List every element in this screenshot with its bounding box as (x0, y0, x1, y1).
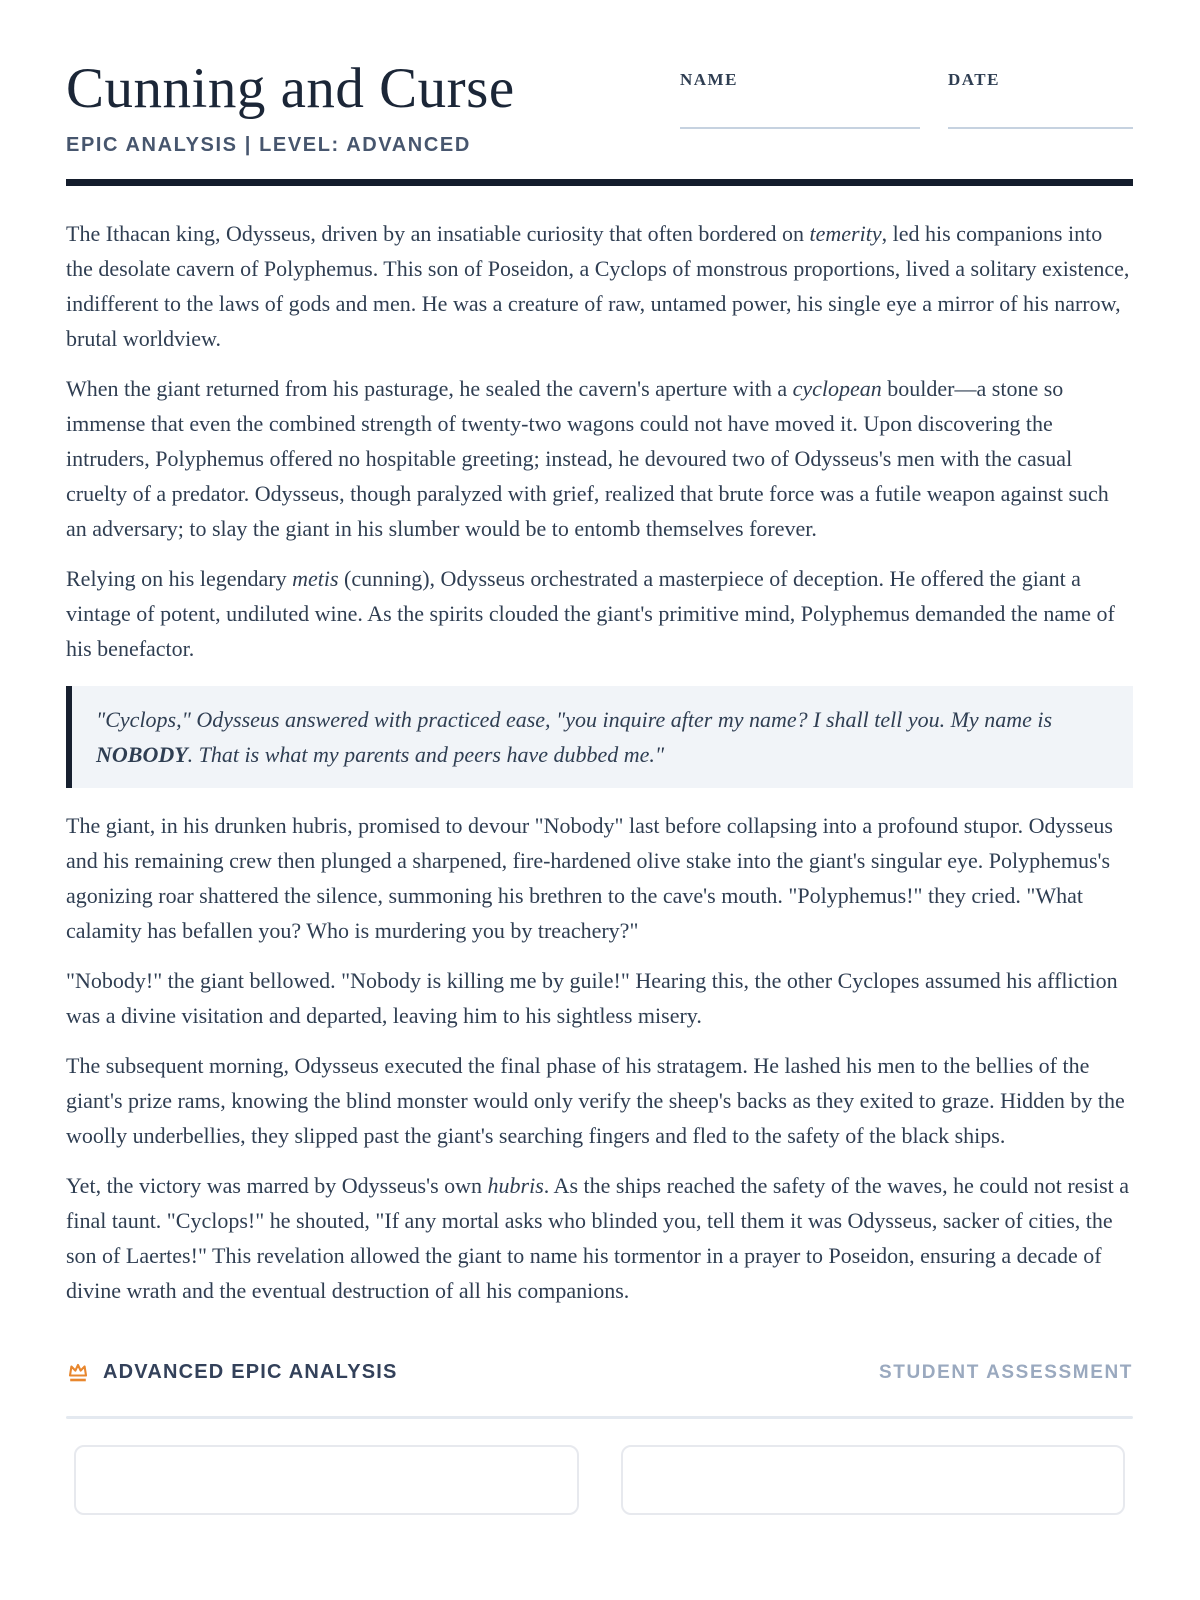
passage-paragraph (66, 1048, 1133, 1153)
text-segment: . That is what my parents and peers have dubbed me." (187, 741, 665, 767)
text-segment: hubris (487, 1172, 544, 1198)
name-field (680, 70, 920, 129)
answer-boxes (74, 1445, 1125, 1515)
text-segment: The subsequent morning, Odysseus executed the final phase of his stratagem. He lashed his men to the bellies of the giant's prize rams, knowing the blind monster would only verify the sheep's backs as they exited to graze. Hidden by the woolly underbellies, they slipped past the giant's searching fingers and fled to the safety of the black ships. (66, 1052, 1125, 1148)
passage-paragraph (66, 963, 1133, 1033)
name-input-line[interactable] (680, 127, 920, 129)
text-segment: "Nobody!" the giant bellowed. "Nobody is killing me by guile!" Hearing this, the other Cyclopes assumed his affliction was a divine visitation and departed, leaving him to his sightless misery. (66, 967, 1118, 1028)
passage-paragraph (66, 561, 1133, 666)
text-segment: , led his companions into the desolate cavern of Polyphemus. This son of Poseidon, a Cyclops of monstrous proportions, lived a solitary existence, indifferent to the laws of gods and men. He was a creature of raw, untamed power, his single eye a mirror of his narrow, brutal worldview. (66, 220, 1130, 351)
text-segment: . As the ships reached the safety of the waves, he could not resist a final taunt. "Cyclops!" he shouted, "If any mortal asks who blinded you, tell them it was Odysseus, sacker of cities, the son of Laertes!" This revelation allowed the giant to name his tormentor in a prayer to Poseidon, ensuring a decade of divine wrath and the eventual destruction of all his companions. (66, 1172, 1130, 1303)
student-fields (680, 58, 1133, 129)
text-segment: Relying on his legendary (66, 565, 293, 591)
passage-paragraph (66, 808, 1133, 948)
title-block (66, 58, 515, 157)
worksheet-header (66, 58, 1133, 157)
header-rule (66, 179, 1133, 186)
passage-paragraph (66, 371, 1133, 546)
answer-box[interactable] (74, 1445, 579, 1515)
page-subtitle: EPIC ANALYSIS | LEVEL: ADVANCED (66, 133, 471, 156)
dialogue-quote (66, 686, 1133, 788)
footer-left-label: ADVANCED EPIC ANALYSIS (103, 1361, 398, 1384)
text-segment: metis (292, 565, 339, 591)
text-segment: The giant, in his drunken hubris, promised to devour "Nobody" last before collapsing into a profound stupor. Odysseus and his remaining crew then plunged a sharpened, fire-hardened olive stake into the giant's singular eye. Polyphemus's agonizing roar shattered the silence, summoning his brethren to the cave's mouth. "Polyphemus!" they cried. "What calamity has befallen you? Who is murdering you by treachery?" (66, 812, 1113, 943)
text-segment: cyclopean (792, 375, 882, 401)
text-segment: temerity (809, 220, 882, 246)
passage-paragraph (66, 1168, 1133, 1308)
page-title: Cunning and Curse (66, 57, 515, 120)
crown-icon (66, 1360, 90, 1386)
text-segment: When the giant returned from his pasturage, he sealed the cavern's aperture with a (66, 375, 793, 401)
text-segment: boulder—a stone so immense that even the combined strength of twenty-two wagons could not have moved it. Upon discovering the intruders, Polyphemus offered no hospitable greeting; instead, he devoured two of Odysseus's men with the casual cruelty of a predator. Odysseus, though paralyzed with grief, realized that brute force was a futile weapon against such an adversary; to slay the giant in his slumber would be to entomb themselves forever. (66, 375, 1109, 541)
name-label: NAME (680, 70, 738, 89)
text-segment: "Cyclops," Odysseus answered with practiced ease, "you inquire after my name? I shall tell you. My name is (96, 706, 1053, 732)
date-label: DATE (948, 70, 1000, 89)
footer-divider (66, 1416, 1133, 1419)
answer-box[interactable] (621, 1445, 1126, 1515)
text-segment: (cunning), Odysseus orchestrated a masterpiece of deception. He offered the giant a vintage of potent, undiluted wine. As the spirits clouded the giant's primitive mind, Polyphemus demanded the name of his benefactor. (66, 565, 1115, 661)
footer-right-label: STUDENT ASSESSMENT (878, 1361, 1133, 1383)
text-segment: The Ithacan king, Odysseus, driven by an insatiable curiosity that often bordered on (66, 220, 810, 246)
text-segment: NOBODY (96, 741, 188, 767)
footer-brand (66, 1360, 398, 1386)
worksheet-footer (66, 1360, 1133, 1386)
date-input-line[interactable] (948, 127, 1133, 129)
date-field (948, 70, 1133, 129)
text-segment: Yet, the victory was marred by Odysseus's own (66, 1172, 488, 1198)
passage-paragraph (66, 216, 1133, 356)
passage (66, 216, 1133, 1308)
